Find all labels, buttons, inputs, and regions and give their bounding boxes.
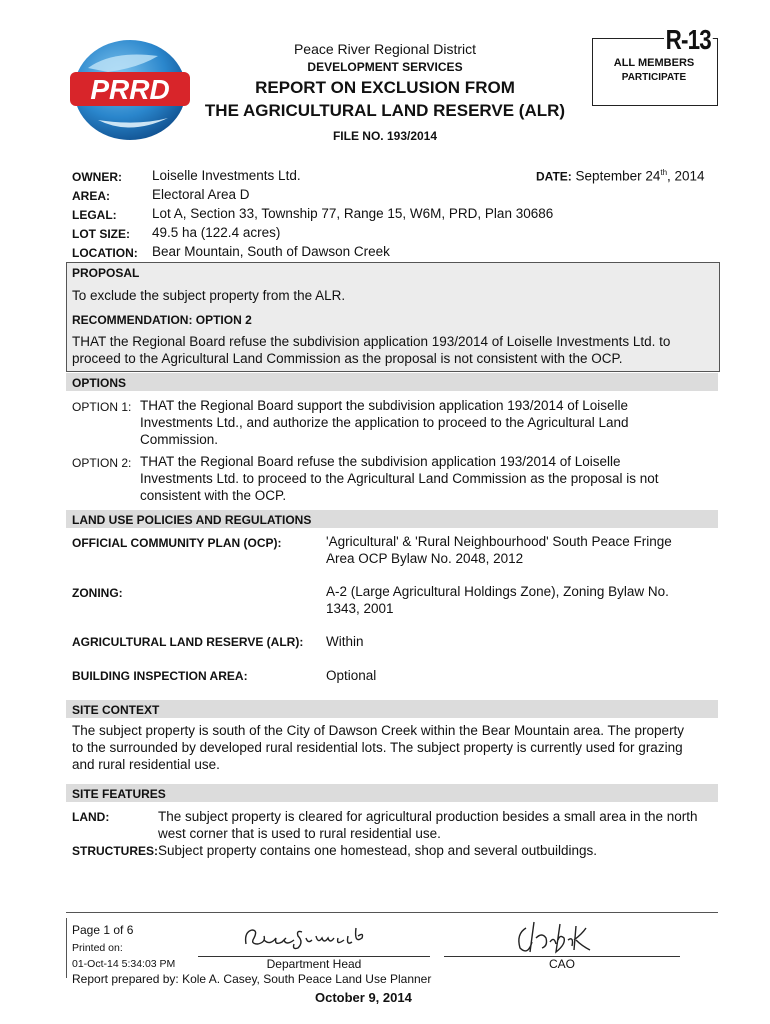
svg-text:PRRD: PRRD xyxy=(90,74,170,105)
date-suffix: th xyxy=(660,168,668,177)
ocp-line1: 'Agricultural' & 'Rural Neighbourhood' South Peace Fringe xyxy=(326,534,672,549)
option2-text xyxy=(140,453,700,504)
option1-line1: THAT the Regional Board support the subdivision application 193/2014 of Loiselle xyxy=(140,398,629,413)
date-value: September 24 xyxy=(575,168,661,184)
proposal-heading: PROPOSAL xyxy=(72,266,140,280)
zoning-value xyxy=(326,583,706,617)
lotsize-value: 49.5 ha (122.4 acres) xyxy=(152,225,281,240)
land-line2: west corner that is used to rural residential use. xyxy=(158,826,441,841)
prrd-logo xyxy=(68,38,192,142)
bia-value: Optional xyxy=(326,668,377,683)
proposal-text: To exclude the subject property from the ALR. xyxy=(72,288,346,303)
report-date xyxy=(536,168,705,184)
members-line1: ALL MEMBERS xyxy=(613,57,695,69)
options-bar xyxy=(66,373,718,391)
zoning-label: ZONING: xyxy=(72,586,123,600)
footer-rule xyxy=(66,912,718,913)
option2-line2: Investments Ltd. to proceed to the Agricultural Land Commission as the proposal is not xyxy=(140,471,659,486)
prepared-by: Report prepared by: Kole A. Casey, South Peace Land Use Planner xyxy=(72,972,432,986)
structures-label: STRUCTURES: xyxy=(72,844,158,858)
option1-text xyxy=(140,397,700,448)
site-context-heading: SITE CONTEXT xyxy=(72,703,160,717)
legal-value: Lot A, Section 33, Township 77, Range 15, W6M, PRD, Plan 30686 xyxy=(152,206,554,221)
location-label: LOCATION: xyxy=(72,246,138,260)
area-label: AREA: xyxy=(72,189,110,203)
owner-value: Loiselle Investments Ltd. xyxy=(152,168,301,183)
site-context-line3: and rural residential use. xyxy=(72,757,220,772)
zoning-line1: A-2 (Large Agricultural Holdings Zone), Zoning Bylaw No. xyxy=(326,584,669,599)
site-context-line2: to the surrounded by developed rural residential lots. The subject property is currently used for grazing xyxy=(72,740,683,755)
cao-signature xyxy=(512,918,598,958)
report-title-line1: REPORT ON EXCLUSION FROM xyxy=(255,78,515,97)
stamp-date: October 9, 2014 xyxy=(315,990,412,1005)
alr-label: AGRICULTURAL LAND RESERVE (ALR): xyxy=(72,635,304,649)
land-value xyxy=(158,808,718,842)
date-label: DATE: xyxy=(536,169,572,184)
cao-label: CAO xyxy=(548,957,575,971)
option2-line1: THAT the Regional Board refuse the subdivision application 193/2014 of Loiselle xyxy=(140,454,621,469)
page-number: Page 1 of 6 xyxy=(72,923,134,937)
ocp-label: OFFICIAL COMMUNITY PLAN (OCP): xyxy=(72,536,282,550)
department-head-signature xyxy=(240,922,370,956)
date-year: , 2014 xyxy=(667,168,705,184)
ocp-value xyxy=(326,533,706,567)
recommendation-line2: proceed to the Agricultural Land Commission as the proposal is not consistent with the OCP. xyxy=(72,351,623,366)
area-value: Electoral Area D xyxy=(152,187,250,202)
structures-value: Subject property contains one homestead, shop and several outbuildings. xyxy=(158,843,598,858)
printed-timestamp: 01-Oct-14 5:34:03 PM xyxy=(72,958,176,970)
site-context-line1: The subject property is south of the City of Dawson Creek within the Bear Mountain area. The property xyxy=(72,723,685,738)
alr-value: Within xyxy=(326,634,364,649)
location-value: Bear Mountain, South of Dawson Creek xyxy=(152,244,390,259)
site-context-bar xyxy=(66,700,718,718)
ocp-line2: Area OCP Bylaw No. 2048, 2012 xyxy=(326,551,524,566)
owner-label: OWNER: xyxy=(72,170,122,184)
recommendation-heading: RECOMMENDATION: OPTION 2 xyxy=(72,313,252,327)
land-label: LAND: xyxy=(72,810,110,824)
option2-line3: consistent with the OCP. xyxy=(140,488,287,503)
report-code: R-13 xyxy=(665,24,711,55)
policies-heading: LAND USE POLICIES AND REGULATIONS xyxy=(72,513,312,527)
legal-label: LEGAL: xyxy=(72,208,117,222)
zoning-line2: 1343, 2001 xyxy=(326,601,394,616)
option2-label: OPTION 2: xyxy=(72,456,132,470)
printed-label: Printed on: xyxy=(72,942,123,954)
file-number: FILE NO. 193/2014 xyxy=(332,129,438,143)
options-heading: OPTIONS xyxy=(72,376,127,390)
land-line1: The subject property is cleared for agricultural production besides a small area in the north xyxy=(158,809,698,824)
report-title-line2: THE AGRICULTURAL LAND RESERVE (ALR) xyxy=(204,101,566,120)
lotsize-label: LOT SIZE: xyxy=(72,227,130,241)
department-head-label: Department Head xyxy=(266,957,362,971)
recommendation-line1: THAT the Regional Board refuse the subdivision application 193/2014 of Loiselle Investments Ltd. to xyxy=(72,334,671,349)
site-context-text xyxy=(72,722,722,773)
bia-label: BUILDING INSPECTION AREA: xyxy=(72,669,248,683)
option1-label: OPTION 1: xyxy=(72,400,132,414)
members-line2: PARTICIPATE xyxy=(621,72,687,83)
site-features-heading: SITE FEATURES xyxy=(72,787,166,801)
org-name: Peace River Regional District xyxy=(293,41,477,57)
option1-line2: Investments Ltd., and authorize the application to proceed to the Agricultural Land xyxy=(140,415,629,430)
option1-line3: Commission. xyxy=(140,432,219,447)
department: DEVELOPMENT SERVICES xyxy=(307,60,463,74)
